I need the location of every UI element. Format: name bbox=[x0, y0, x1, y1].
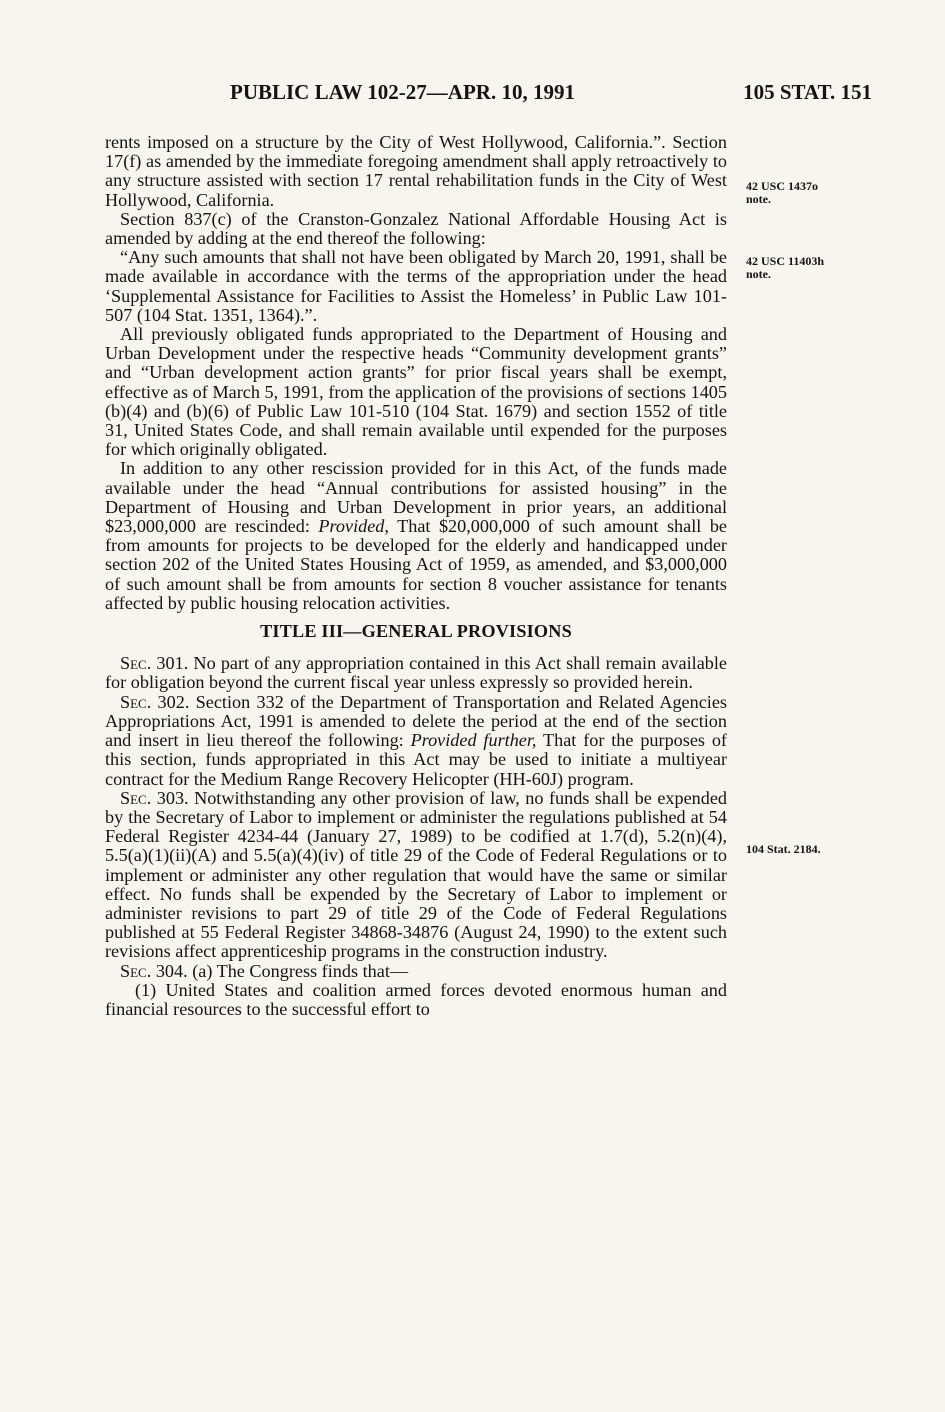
section-301 bbox=[105, 654, 727, 692]
text-run: Notwithstanding any other provision of law, no funds shall be expended by the Secretary of Labor to implement or administer the regulations published at 54 Federal Register 4234-44 (January 27, 1989) to be codified at 1.7(d), 5.2(n)(4), 5.5(a)(1)(ii)(A) and 5.5(a)(4)(iv) of title 29 of the Code of Federal Regulations or to implement or administer any other regulation that would have the same or similar effect. No funds shall be expended by the Secretary of Labor to implement or administer revisions to part 29 of title 29 of the Code of Federal Regulations published at 55 Federal Register 34868-34876 (August 24, 1990) to the extent such revisions affect apprenticeship programs in the construction industry. bbox=[105, 787, 728, 962]
margin-note-line: 42 USC 11403h bbox=[746, 254, 825, 268]
text-run: In addition to any other rescission provided for in this Act, of the funds made available under the head “Annual contributions for assisted housing” in the Department of Housing and Urban Development in prior years, an additional $23,000,000 are rescinded: bbox=[105, 458, 727, 537]
section-302 bbox=[105, 693, 727, 789]
quoted-paragraph: “Any such amounts that shall not have been obligated by March 20, 1991, shall be made available in accordance with the terms of the appropriation under the head ‘Supplemental Assistance for Facilities to Assist the Homeless’ in Public Law 101-507 (104 Stat. 1351, 1364).”. bbox=[105, 247, 727, 325]
text-run: That for the purposes of this section, funds appropriated in this Act may be used to initiate a multiyear contract for the Medium Range Recovery Helicopter (HH-60J) program. bbox=[105, 730, 727, 789]
text-run: Section 332 of the Department of Transportation and Related Agencies Appropriations Act, 1991 is amended to delete the period at the end of the section and insert in lieu thereof the following: bbox=[105, 691, 727, 751]
section-303 bbox=[105, 789, 727, 962]
document-body bbox=[105, 133, 727, 1019]
title-heading: TITLE III—GENERAL PROVISIONS bbox=[260, 621, 572, 642]
section-label: Sec. 303. bbox=[120, 787, 189, 808]
text-run: No part of any appropriation contained in this Act shall remain available for obligation beyond the current fiscal year unless expressly so provided herein. bbox=[105, 653, 727, 693]
margin-note-line: 104 Stat. 2184. bbox=[746, 842, 821, 856]
italic-proviso: Provided further, bbox=[410, 730, 537, 751]
margin-note-usc-1437o bbox=[746, 180, 866, 206]
margin-note-line: note. bbox=[746, 267, 771, 281]
margin-note-line: note. bbox=[746, 192, 771, 206]
finding-item: (1) United States and coalition armed forces devoted enormous human and financial resources to the successful effort to bbox=[105, 979, 727, 1019]
stat-page-number: 105 STAT. 151 bbox=[743, 80, 872, 104]
section-304 bbox=[105, 962, 727, 981]
margin-note-104-stat bbox=[746, 843, 866, 856]
text-run: That $20,000,000 of such amount shall be from amounts for projects to be developed for the elderly and handicapped under section 202 of the United States Housing Act of 1959, as amended, and $3,000,000 of such amount shall be from amounts for section 8 voucher assistance for tenants affected by public housing relocation activities. bbox=[105, 516, 727, 613]
paragraph: All previously obligated funds appropriated to the Department of Housing and Urban Development under the respective heads “Community development grants” and “Urban development action grants” for prior fiscal years shall be exempt, effective as of March 5, 1991, from the application of the provisions of sections 1405 (b)(4) and (b)(6) of Public Law 101-510 (104 Stat. 1679) and section 1552 of title 31, United States Code, and shall remain available until expended for the purposes for which originally obligated. bbox=[105, 324, 727, 460]
section-label: Sec. 304. bbox=[120, 960, 188, 981]
section-label: Sec. 301. bbox=[120, 653, 189, 674]
section-label: Sec. 302. bbox=[120, 691, 190, 712]
margin-note-line: 42 USC 1437o bbox=[746, 179, 819, 193]
paragraph: Section 837(c) of the Cranston-Gonzalez National Affordable Housing Act is amended by adding at the end thereof the following: bbox=[105, 208, 727, 249]
italic-proviso: Provided, bbox=[318, 516, 389, 537]
running-head: PUBLIC LAW 102-27—APR. 10, 1991 bbox=[230, 80, 575, 104]
margin-note-usc-11403h bbox=[746, 255, 866, 281]
text-run: (a) The Congress finds that— bbox=[187, 960, 409, 981]
paragraph bbox=[105, 459, 727, 613]
paragraph: rents imposed on a structure by the City of West Hollywood, California.”. Section 17(f) as amended by the immediate foregoing amendment shall apply retroactively to any structure assisted with section 17 rental rehabilitation funds in the City of West Hollywood, California. bbox=[105, 132, 727, 210]
